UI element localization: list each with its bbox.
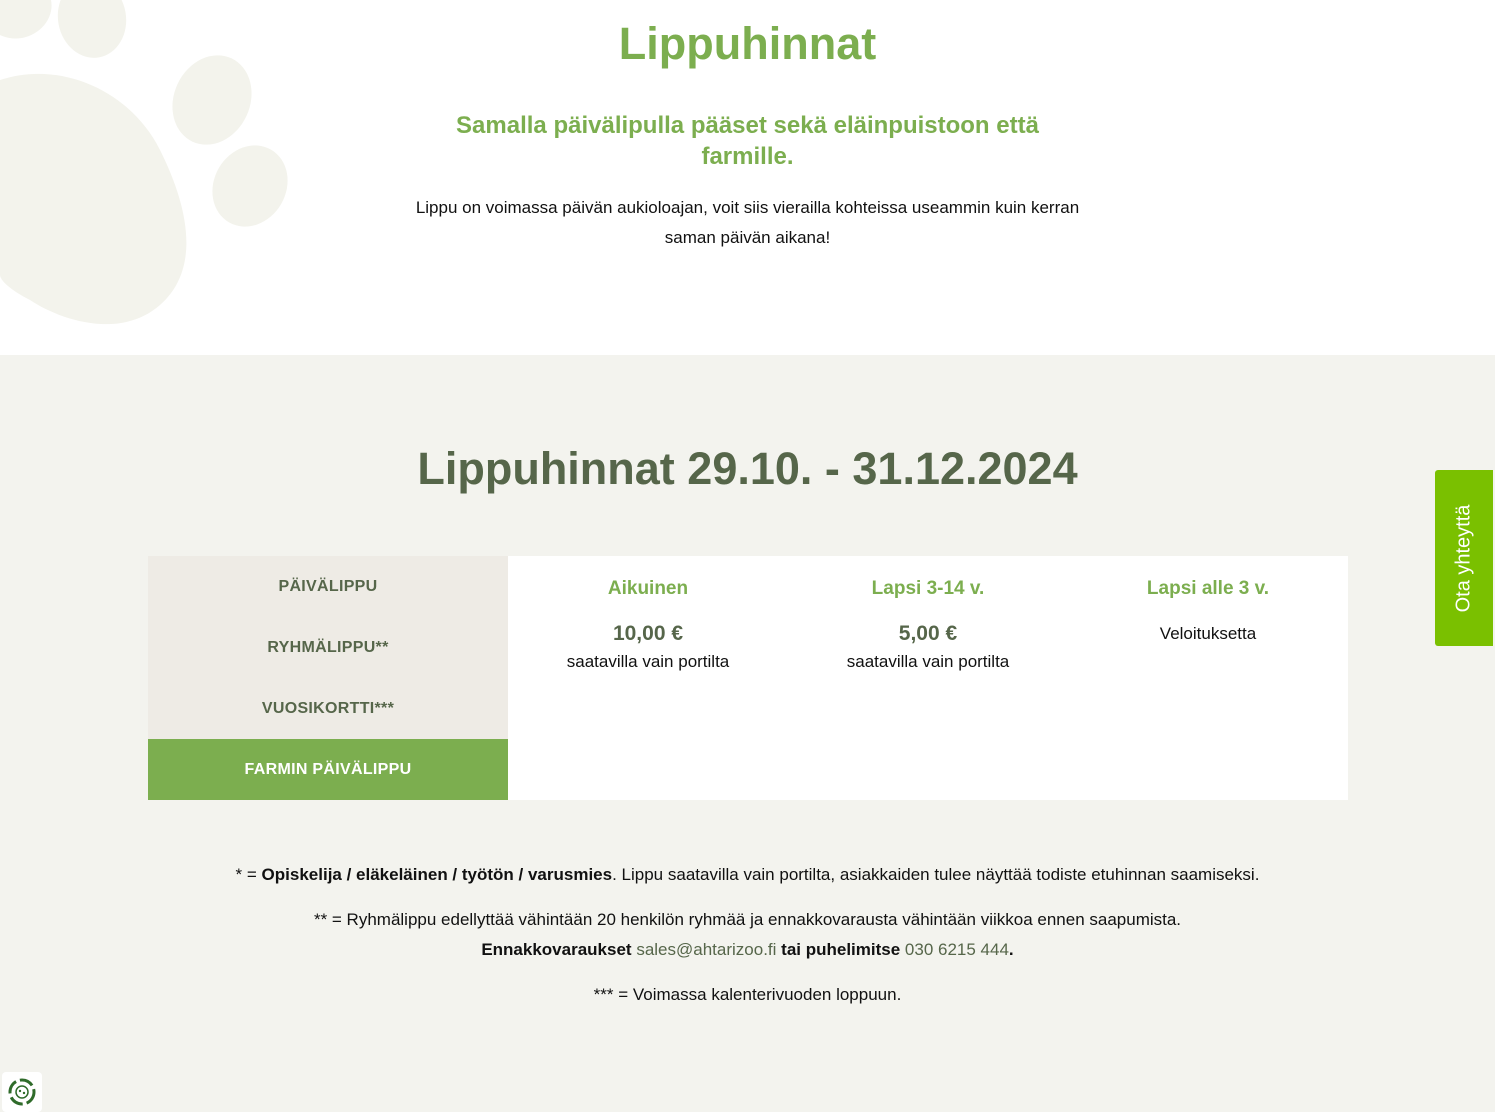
price-value: 5,00 €	[898, 622, 958, 645]
intro-text: Lippu on voimassa päivän aukioloajan, voit siis vierailla kohteissa useammin kuin kerran saman päivän aikana!	[415, 198, 1080, 247]
ticket-tabs	[148, 556, 508, 800]
contact-tab-button[interactable]	[1435, 470, 1493, 646]
price-value: 10,00 €	[612, 622, 684, 645]
sales-email-link[interactable]: sales@ahtarizoo.fi	[636, 940, 777, 959]
price-free: Veloituksetta	[1159, 624, 1257, 643]
footnote-2-end: .	[1008, 940, 1014, 959]
footnote-1	[0, 860, 1495, 890]
footnote-1-rest: . Lippu saatavilla vain portilta, asiakkaiden tulee näyttää todiste etuhinnan saamiseksi.	[612, 865, 1260, 884]
price-head: Aikuinen	[607, 578, 689, 599]
footnote-2-text: ** = Ryhmälippu edellyttää vähintään 20 henkilön ryhmää ja ennakkovarausta vähintään viikkoa ennen saapumista.	[313, 910, 1182, 929]
footnote-2-bold-phone: tai puhelimitse	[781, 940, 901, 959]
price-note: saatavilla vain portilta	[846, 652, 1010, 671]
cookie-settings-button[interactable]	[2, 1072, 42, 1112]
price-column-adult	[508, 556, 788, 800]
prices-section	[0, 355, 1495, 1112]
page-subtitle: Samalla päivälipulla pääset sekä eläinpuistoon että farmille.	[456, 112, 1039, 170]
footnote-1-bold: Opiskelija / eläkeläinen / työtön / varusmies	[261, 865, 613, 884]
price-column-child	[788, 556, 1068, 800]
price-head: Lapsi alle 3 v.	[1146, 578, 1270, 599]
price-head: Lapsi 3-14 v.	[871, 578, 985, 599]
contact-tab-label: Ota yhteyttä	[1452, 504, 1475, 612]
footnote-3: *** = Voimassa kalenterivuoden loppuun.	[593, 985, 902, 1004]
prices-title: Lippuhinnat 29.10. - 31.12.2024	[417, 443, 1078, 494]
footnote-2	[0, 905, 1495, 965]
price-column-infant	[1068, 556, 1348, 800]
intro-section	[0, 0, 1495, 355]
price-note: saatavilla vain portilta	[566, 652, 730, 671]
tab-ryhmalippu[interactable]: RYHMÄLIPPU**	[267, 638, 389, 656]
footnote-1-prefix: * =	[235, 865, 262, 884]
footnotes	[0, 860, 1495, 1025]
phone-link[interactable]: 030 6215 444	[904, 940, 1009, 959]
cookie-settings-icon	[7, 1077, 37, 1107]
tab-paivalippu[interactable]: PÄIVÄLIPPU	[278, 577, 378, 595]
tab-farmin-paivalippu[interactable]: FARMIN PÄIVÄLIPPU	[148, 739, 508, 800]
page-title: Lippuhinnat	[618, 18, 877, 69]
footnote-2-bold: Ennakkovaraukset	[481, 940, 632, 959]
tab-vuosikortti[interactable]: VUOSIKORTTI***	[261, 699, 395, 717]
price-panel	[508, 556, 1348, 800]
